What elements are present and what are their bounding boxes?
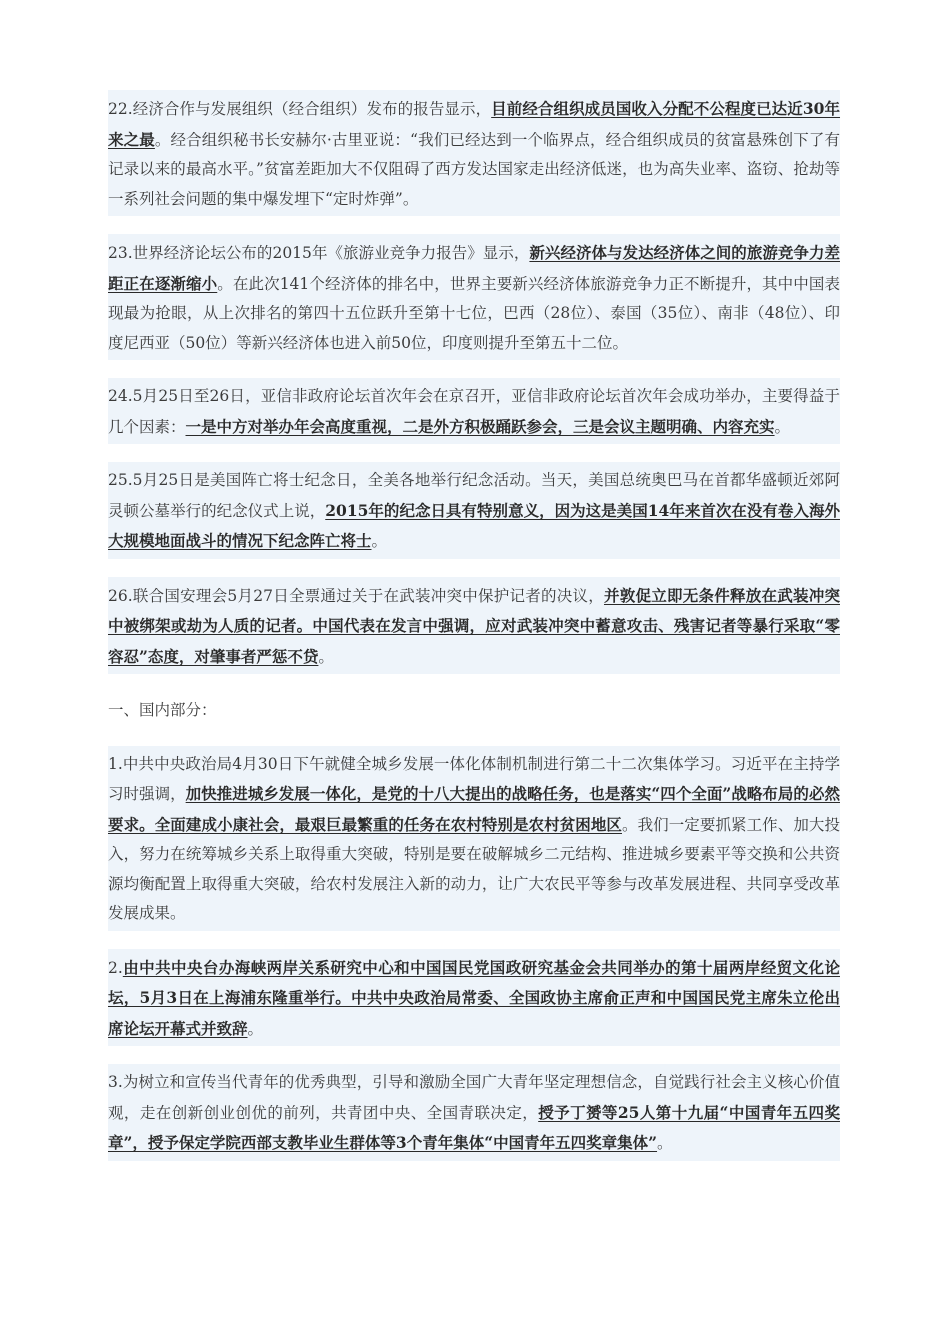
- emphasized-text: 目前经合组织成员国收入分配不公程度已达近30年来之最: [108, 99, 841, 149]
- body-text: 22.经济合作与发展组织（经合组织）发布的报告显示，: [108, 100, 492, 118]
- emphasized-text: 授予丁赟等25人第十九届“中国青年五四奖章”，授予保定学院西部支教毕业生群体等3个青年集体“中国青年五四奖章集体”: [108, 1102, 840, 1152]
- paragraph-section: [108, 692, 840, 728]
- document-body: [108, 90, 840, 1179]
- body-text: 。: [774, 417, 791, 436]
- emphasized-text: 并敦促立即无条件释放在武装冲突中被绑架或劫为人质的记者。中国代表在发言中强调，应对武装冲突中蓄意攻击、残害记者等暴行采取“零容忍”态度，对肇事者严惩不贷: [108, 585, 840, 666]
- emphasized-text: 由中共中央台办海峡两岸关系研究中心和中国国民党国政研究基金会共同举办的第十届两岸经贸文化论坛，5月3日在上海浦东隆重举行。中共中央政治局常委、全国政协主席俞正声和中国国民党主席朱立伦出席论坛开幕式并致辞: [108, 957, 840, 1038]
- body-text: 。我们一定要抓紧工作、加大投入，努力在统筹城乡关系上取得重大突破，特别是要在破解城乡二元结构、推进城乡要素平等交换和公共资源均衡配置上取得重大突破，给农村发展注入新的动力，让广大农民平等参与改革发展进程、共同享受改革发展成果。: [108, 815, 840, 922]
- body-text: 25.5月25日是美国阵亡将士纪念日，全美各地举行纪念活动。当天，美国总统奥巴马在首都华盛顿近郊阿灵顿公墓举行的纪念仪式上说，: [108, 471, 840, 520]
- paragraph-p23: [108, 234, 840, 360]
- emphasized-text: 一是中方对举办年会高度重视，二是外方积极踊跃参会，三是会议主题明确、内容充实: [185, 416, 775, 436]
- body-text: 。: [247, 1019, 264, 1038]
- paragraph-d2: [108, 949, 840, 1047]
- body-text: 26.联合国安理会5月27日全票通过关于在武装冲突中保护记者的决议，: [108, 586, 604, 605]
- body-text: 2.: [108, 958, 123, 977]
- body-text: 3.为树立和宣传当代青年的优秀典型，引导和激励全国广大青年坚定理想信念，自觉践行社会主义核心价值观，走在创新创业创优的前列，共青团中央、全国青联决定，: [108, 1073, 840, 1122]
- body-text: 1.中共中央政治局4月30日下午就健全城乡发展一体化体制机制进行第二十二次集体学习。习近平在主持学习时强调，: [108, 754, 840, 803]
- paragraph-p22: [108, 90, 840, 216]
- body-text: 。经合组织秘书长安赫尔·古里亚说：“我们已经达到一个临界点，经合组织成员的贫富悬殊创下了有记录以来的最高水平。”贫富差距加大不仅阻碍了西方发达国家走出经济低迷，也为高失业率、盗窃、抢劫等一系列社会问题的集中爆发埋下“定时炸弹”。: [108, 130, 840, 208]
- body-text: 。: [657, 1134, 673, 1152]
- paragraph-p26: [108, 577, 840, 675]
- paragraph-d3: [108, 1064, 840, 1161]
- emphasized-text: 新兴经济体与发达经济体之间的旅游竞争力差距正在逐渐缩小: [108, 243, 840, 293]
- body-text: 一、国内部分：: [108, 701, 217, 719]
- body-text: 23.世界经济论坛公布的2015年《旅游业竞争力报告》显示，: [108, 244, 530, 262]
- body-text: 24.5月25日至26日，亚信非政府论坛首次年会在京召开，亚信非政府论坛首次年会成功举办，主要得益于几个因素：: [108, 387, 840, 436]
- emphasized-text: 2015年的纪念日具有特别意义，因为这是美国14年来首次在没有卷入海外大规模地面战斗的情况下纪念阵亡将士: [108, 500, 840, 550]
- paragraph-d1: [108, 746, 840, 931]
- emphasized-text: 加快推进城乡发展一体化，是党的十八大提出的战略任务，也是落实“四个全面”战略布局的必然要求。全面建成小康社会，最艰巨最繁重的任务在农村特别是农村贫困地区: [108, 784, 840, 834]
- body-text: 。: [318, 647, 334, 666]
- body-text: 。: [371, 532, 388, 550]
- paragraph-p24: [108, 378, 840, 444]
- body-text: 。在此次141个经济体的排名中，世界主要新兴经济体旅游竞争力正不断提升，其中中国表现最为抢眼，从上次排名的第四十五位跃升至第十七位，巴西（28位）、泰国（35位）、南非（48位）、印度尼西亚（50位）等新兴经济体也进入前50位，印度则提升至第五十二位。: [108, 274, 840, 352]
- paragraph-p25: [108, 462, 840, 559]
